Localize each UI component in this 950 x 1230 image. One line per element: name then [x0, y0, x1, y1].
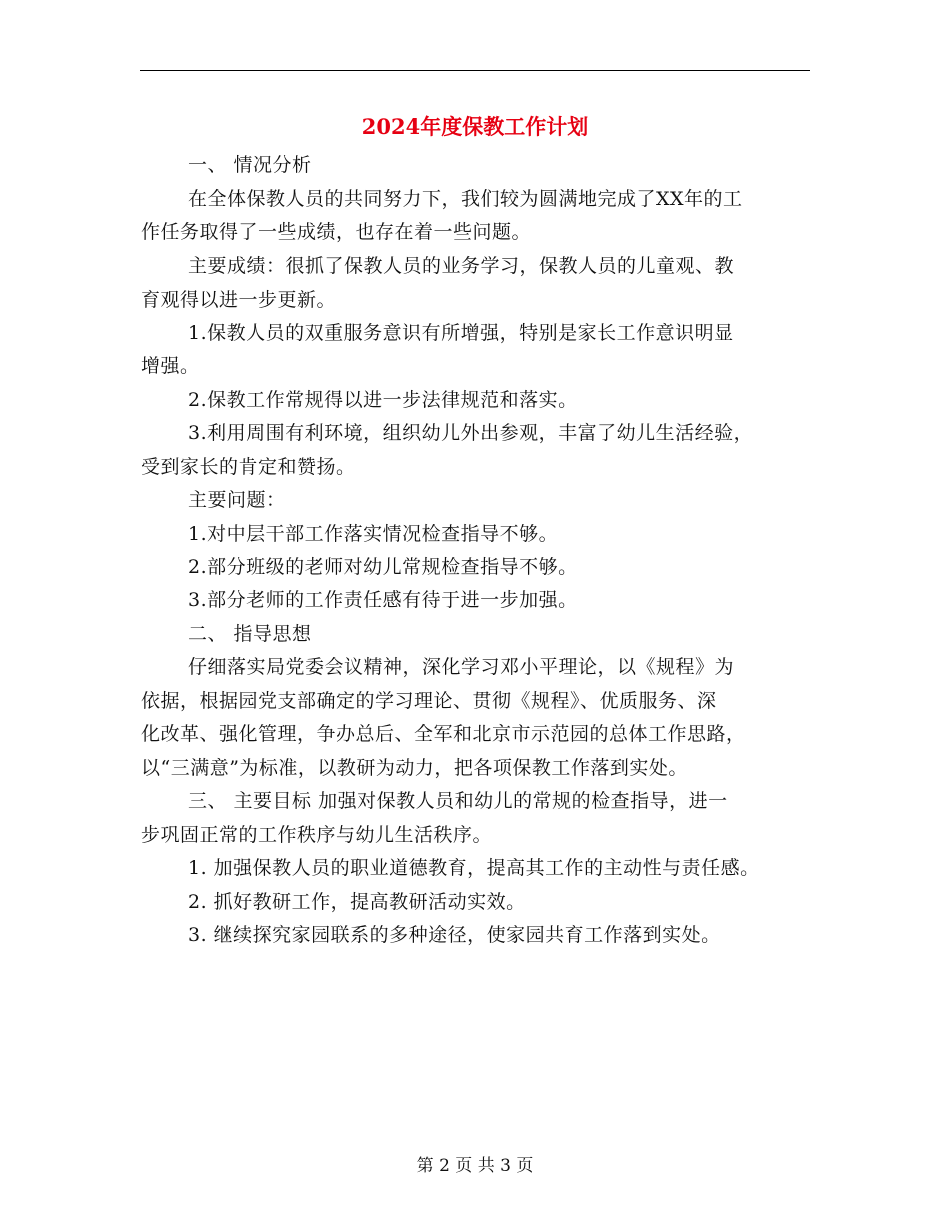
list-item-continuation: 受到家长的肯定和赞扬。 — [141, 456, 356, 478]
heading-guiding-ideology: 二、 指导思想 — [188, 623, 312, 645]
paragraph-line: 步巩固正常的工作秩序与幼儿生活秩序。 — [141, 824, 493, 846]
header-rule — [140, 70, 810, 71]
paragraph-line: 主要成绩：很抓了保教人员的业务学习，保教人员的儿童观、教 — [188, 255, 735, 277]
paragraph-line: 依据，根据园党支部确定的学习理论、贯彻《规程》、优质服务、深 — [141, 690, 717, 712]
document-title: 2024年度保教工作计划 — [361, 114, 589, 139]
paragraph-line: 在全体保教人员的共同努力下，我们较为圆满地完成了XX年的工 — [188, 188, 743, 210]
list-item: 2.保教工作常规得以进一步法律规范和落实。 — [188, 389, 578, 411]
paragraph-line: 以“三满意”为标准，以教研为动力，把各项保教工作落到实处。 — [141, 757, 688, 779]
list-item: 3.利用周围有利环境，组织幼儿外出参观，丰富了幼儿生活经验， — [188, 422, 754, 444]
list-item: 1.对中层干部工作落实情况检查指导不够。 — [188, 523, 559, 545]
list-item: 1.保教人员的双重服务意识有所增强，特别是家长工作意识明显 — [188, 322, 734, 344]
paragraph-line: 作任务取得了一些成绩，也存在着一些问题。 — [141, 221, 532, 243]
list-item: 3. 继续探究家园联系的多种途径，使家园共育工作落到实处。 — [188, 924, 721, 946]
paragraph-line: 仔细落实局党委会议精神，深化学习邓小平理论，以《规程》为 — [188, 656, 735, 678]
heading-situation-analysis: 一、 情况分析 — [188, 154, 312, 176]
subheading-main-problems: 主要问题： — [188, 489, 286, 511]
heading-main-goals: 三、 主要目标 加强对保教人员和幼儿的常规的检查指导，进一 — [188, 790, 728, 812]
page-number: 第 2 页 共 3 页 — [416, 1156, 534, 1176]
paragraph-line: 育观得以进一步更新。 — [141, 289, 337, 311]
paragraph-line: 化改革、强化管理，争办总后、全军和北京市示范园的总体工作思路， — [141, 723, 746, 745]
list-item: 2. 抓好教研工作，提高教研活动实效。 — [188, 891, 526, 913]
list-item: 1. 加强保教人员的职业道德教育，提高其工作的主动性与责任感。 — [188, 857, 760, 879]
list-item: 2.部分班级的老师对幼儿常规检查指导不够。 — [188, 556, 578, 578]
list-item-continuation: 增强。 — [141, 355, 200, 377]
list-item: 3.部分老师的工作责任感有待于进一步加强。 — [188, 589, 578, 611]
